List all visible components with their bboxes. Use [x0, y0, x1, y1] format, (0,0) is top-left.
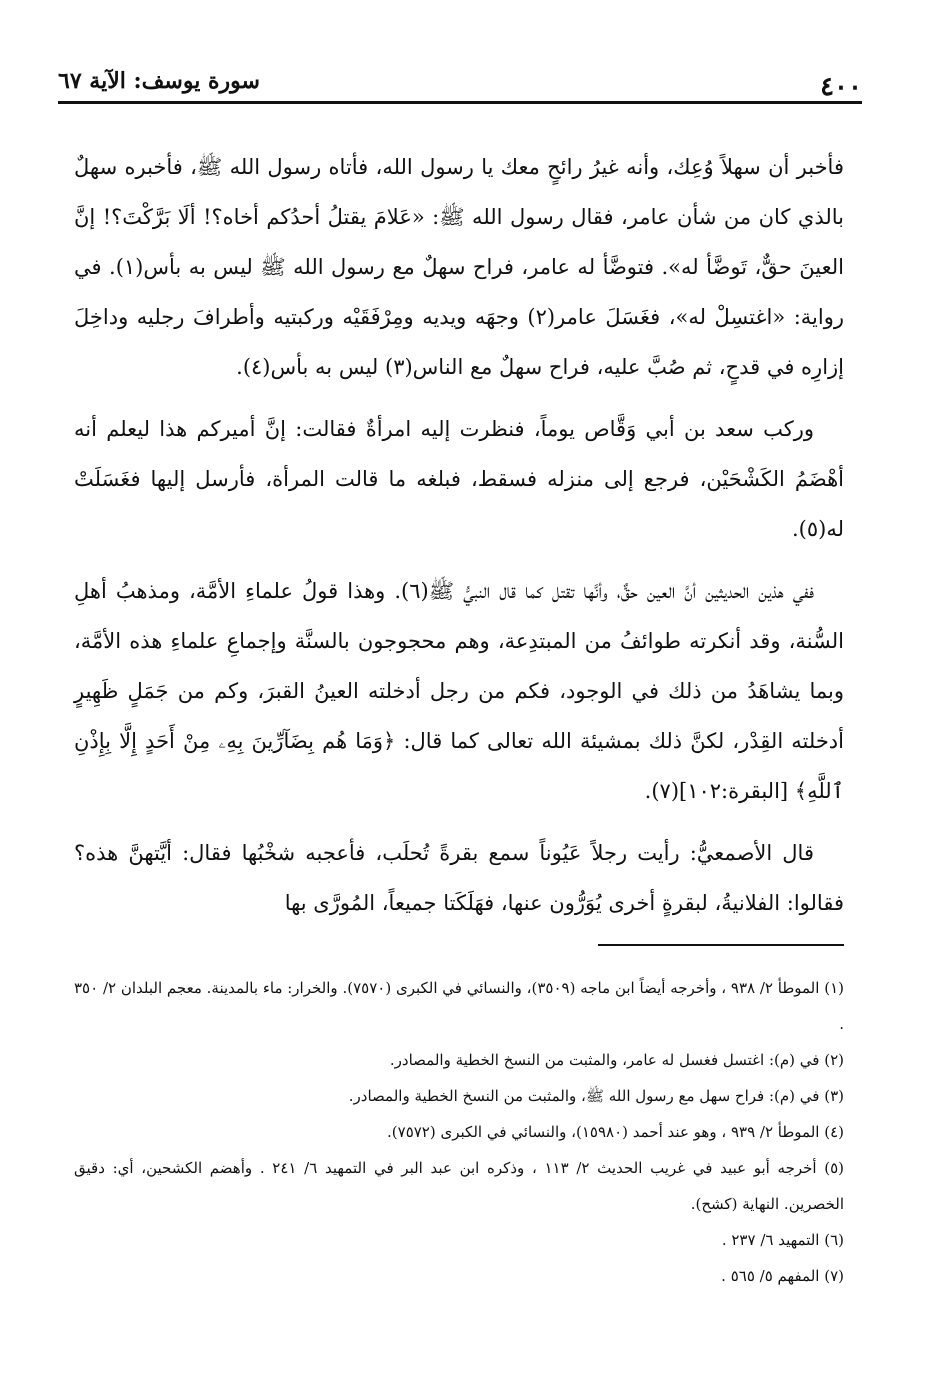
- paragraph: وركب سعد بن أبي وَقَّاص يوماً، فنظرت إليه امرأةٌ فقالت: إنَّ أميركم هذا ليعلم أنه أهْضَمُ الكَشْحَيْن، فرجع إلى منزله فسقط، فبلغه ما قالت المرأة، فأرسل إليها فغَسَلَتْ له(٥).: [74, 417, 844, 541]
- page-header: [58, 62, 862, 102]
- main-text: [74, 142, 844, 940]
- paragraph: قال الأصمعيُّ: رأيت رجلاً عَيُوناً سمع بقرةً تُحلَب، فأعجبه شخْبُها فقال: أيَّتهنَّ هذه؟ فقالوا: الفلانيةُ، لبقرةٍ أخرى يُوَرُّون عنها، فهَلَكَتا جميعاً، المُورَّى بها: [74, 841, 844, 915]
- footnote: (٥) أخرجه أبو عبيد في غريب الحديث ٢/ ١١٣ ، وذكره ابن عبد البر في التمهيد ٦/ ٢٤١ . وأهضم الكشحين، أي: دقيق الخصرين. النهاية (كشح).: [74, 1159, 845, 1213]
- footnote-separator: [598, 944, 844, 946]
- paragraph: فأخبر أن سهلاً وُعِك، وأنه غيرُ رائحٍ معك يا رسول الله، فأتاه رسول الله ﷺ، فأخبره سهلٌ بالذي كان من شأن عامر، فقال رسول الله ﷺ: «عَلامَ يقتلُ أحدُكم أخاه؟! ألَا بَرَّكْتَ؟! إنَّ العينَ حقٌّ، تَوضَّأ له». فتوضَّأ له عامر، فراح سهلٌ مع رسول الله ﷺ ليس به بأس(١). في رواية: «اغتسِلْ له»، فغَسَلَ عامر(٢) وجهَه ويديه ومِرْفَقَيْه وركبتيه وأطرافَ رجليه وداخِلَ إزارِه في قدحٍ، ثم صُبَّ عليه، فراح سهلٌ مع الناس(٣) ليس به بأس(٤).: [74, 155, 845, 379]
- header-rule: [58, 101, 862, 104]
- running-title: سورة يوسف: الآية ٦٧: [58, 68, 260, 94]
- footnote: (٢) في (م): اغتسل فغسل له عامر، والمثبت من النسخ الخطية والمصادر.: [389, 1051, 844, 1069]
- footnote: (١) الموطأ ٢/ ٩٣٨ ، وأخرجه أيضاً ابن ماجه (٣٥٠٩)، والنسائي في الكبرى (٧٥٧٠). والخرار: ماء بالمدينة. معجم البلدان ٢/ ٣٥٠ .: [74, 979, 844, 1033]
- footnote: (٧) المفهم ٥/ ٥٦٥ .: [721, 1267, 844, 1285]
- footnote: (٣) في (م): فراح سهل مع رسول الله ﷺ، والمثبت من النسخ الخطية والمصادر.: [348, 1087, 844, 1105]
- paragraph: ففي هذين الحديثين أنَّ العين حقٌّ، وأنَّها تقتل كما قال النبيُّ ﷺ(٦). وهذا قولُ علماءِ الأمَّة، ومذهبُ أهلِ السُّنة، وقد أنكرته طوائفُ من المبتدِعة، وهم محجوجون بالسنَّة وإجماعِ علماءِ هذه الأمَّة، وبما يشاهَدُ من ذلك في الوجود، فكم من رجل أدخلته العينُ القبرَ، وكم من جَمَلٍ ظَهِيرٍ أدخلته القِدْر، لكنَّ ذلك بمشيئة الله تعالى كما قال: ﴿وَمَا هُم بِضَآرِّينَ بِهِۦ مِنْ أَحَدٍ إِلَّا بِإِذْنِ ٱللَّهِ﴾ [البقرة:١٠٢](٧).: [74, 579, 844, 803]
- page-number: ٤٠٠: [820, 72, 862, 102]
- footnote: (٦) التمهيد ٦/ ٢٣٧ .: [721, 1231, 844, 1249]
- footnote: (٤) الموطأ ٢/ ٩٣٩ ، وهو عند أحمد (١٥٩٨٠)، والنسائي في الكبرى (٧٥٧٢).: [387, 1123, 844, 1141]
- footnotes: [74, 970, 844, 1294]
